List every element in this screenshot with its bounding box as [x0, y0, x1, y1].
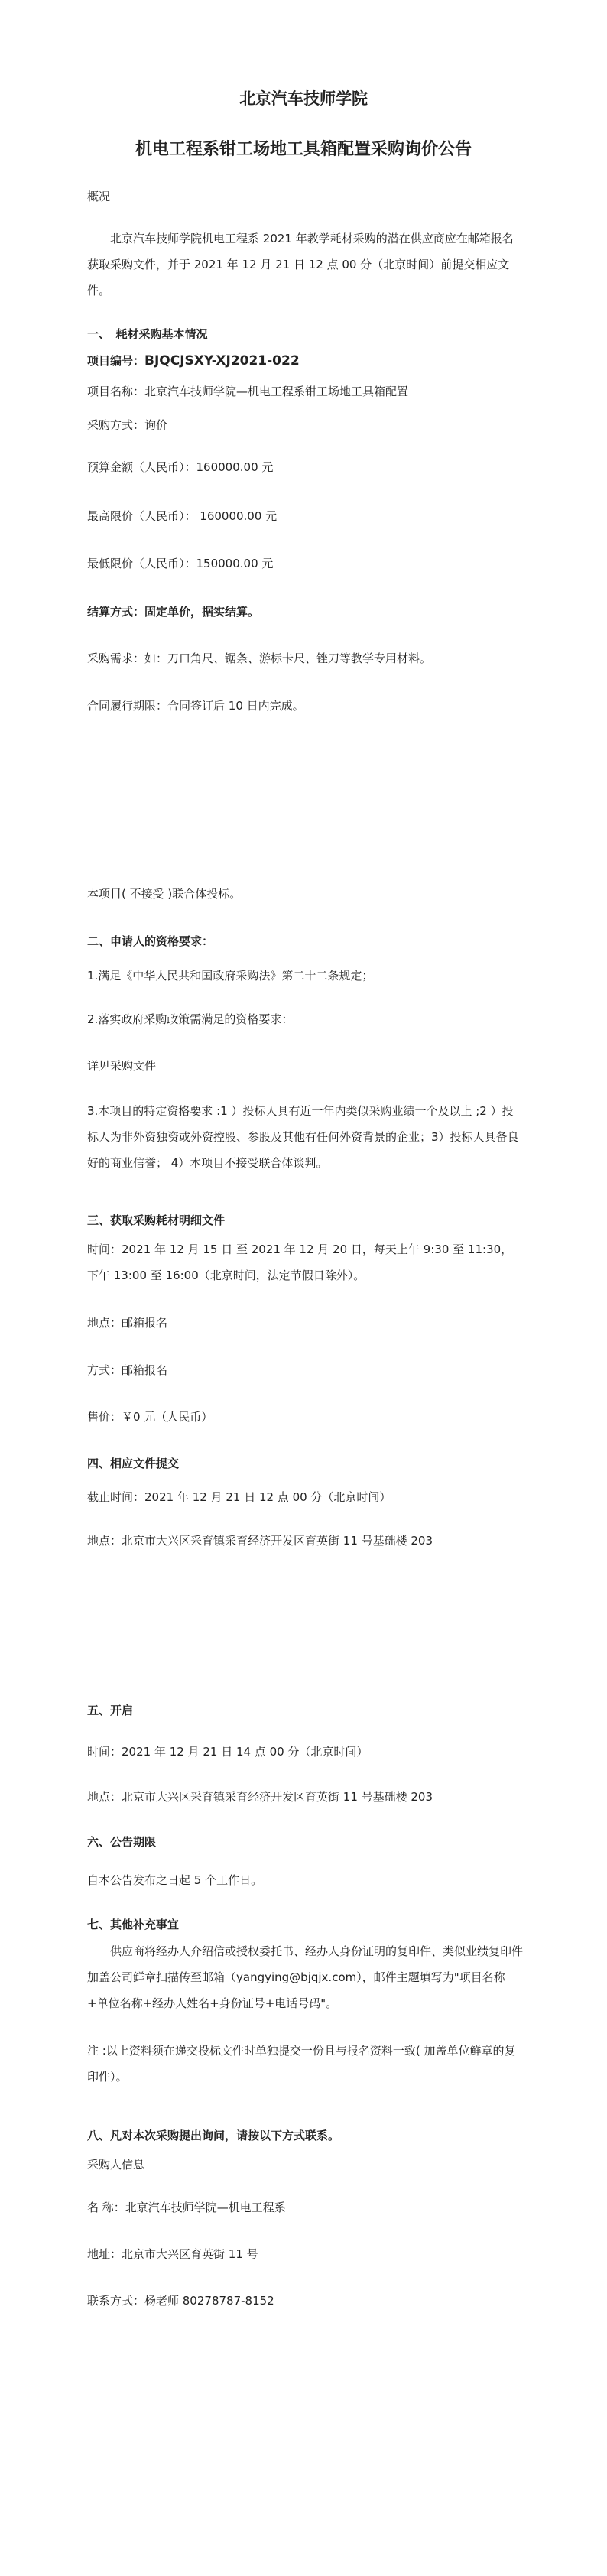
section8-heading: 八、凡对本次采购提出询问，请按以下方式联系。 — [87, 2129, 340, 2142]
purchaser-phone: 联系方式：杨老师 80278787-8152 — [87, 2294, 274, 2308]
acquire-method: 方式：邮箱报名 — [87, 1363, 168, 1377]
qualification-item-2-detail: 详见采购文件 — [87, 1059, 157, 1073]
budget-amount: 预算金额（人民币）：160000.00 元 — [87, 460, 274, 474]
section5-heading: 五、开启 — [87, 1704, 134, 1717]
submission-deadline: 截止时间：2021 年 12 月 21 日 12 点 00 分（北京时间） — [87, 1490, 391, 1504]
procurement-demand: 采购需求：如：刀口角尺、锯条、游标卡尺、锉刀等教学专用材料。 — [87, 651, 432, 665]
consortium-note: 本项目( 不接受 )联合体投标。 — [87, 887, 242, 901]
project-name: 项目名称：北京汽车技师学院—机电工程系钳工场地工具箱配置 — [87, 385, 409, 398]
overview-heading: 概况 — [87, 190, 111, 203]
section7-heading: 七、其他补充事宜 — [87, 1918, 180, 1931]
purchaser-address: 地址：北京市大兴区育英街 11 号 — [87, 2247, 258, 2261]
section6-heading: 六、公告期限 — [87, 1835, 157, 1849]
section2-heading: 二、申请人的资格要求： — [87, 934, 214, 948]
project-number-label: 项目编号： — [87, 354, 145, 368]
document-price: 售价：￥0 元（人民币） — [87, 1410, 213, 1424]
opening-time: 时间：2021 年 12 月 21 日 14 点 00 分（北京时间） — [87, 1745, 368, 1759]
overview-text: 北京汽车技师学院机电工程系 2021 年教学耗材采购的潜在供应商应在邮箱报名获取采购文件，并于 2021 年 12 月 21 日 12 点 00 分（北京时间）前提交相应文件。 — [87, 232, 514, 297]
max-price: 最高限价（人民币）： 160000.00 元 — [87, 509, 278, 523]
section1-heading: 一、 耗材采购基本情况 — [87, 327, 208, 341]
qualification-item-3: 3.本项目的特定资格要求 :1 ）投标人具有近一年内类似采购业绩一个及以上 ;2 ）投标人为非外资独资或外资控股、参股及其他有任何外资背景的企业；3）投标人具备良好的商业信誉； 4）本项目不接受联合体谈判。 — [87, 1104, 519, 1170]
notice-period: 自本公告发布之日起 5 个工作日。 — [87, 1873, 263, 1887]
opening-place: 地点：北京市大兴区采育镇采育经济开发区育英街 11 号基础楼 203 — [87, 1790, 433, 1804]
contract-period: 合同履行期限：合同签订后 10 日内完成。 — [87, 699, 304, 713]
section4-heading: 四、相应文件提交 — [87, 1457, 180, 1470]
qualification-item-1: 1.满足《中华人民共和国政府采购法》第二十二条规定； — [87, 969, 374, 983]
qualification-item-2: 2.落实政府采购政策需满足的资格要求： — [87, 1012, 294, 1026]
supplementary-note: 注 :以上资料须在递交投标文件时单独提交一份且与报名资料一致( 加盖单位鲜章的复印件）。 — [87, 2044, 516, 2084]
section3-heading: 三、获取采购耗材明细文件 — [87, 1213, 226, 1227]
project-number — [87, 352, 300, 369]
settlement-method: 结算方式：固定单价，据实结算。 — [87, 605, 260, 619]
submission-place: 地点：北京市大兴区采育镇采育经济开发区育英街 11 号基础楼 203 — [87, 1534, 433, 1548]
acquire-time: 时间：2021 年 12 月 15 日 至 2021 年 12 月 20 日，每天上午 9:30 至 11:30，下午 13:00 至 16:00（北京时间，法定节假日除外）。 — [87, 1243, 513, 1282]
supplementary-text: 供应商将经办人介绍信或授权委托书、经办人身份证明的复印件、类似业绩复印件加盖公司鲜章扫描传至邮箱（yangying@bjqjx.com），邮件主题填写为"项目名称+单位名称+经办人姓名+身份证号+电话号码"。 — [87, 1944, 524, 2010]
org-name: 北京汽车技师学院 — [239, 89, 368, 108]
min-price: 最低限价（人民币）：150000.00 元 — [87, 557, 274, 570]
procurement-method: 采购方式：询价 — [87, 418, 168, 432]
acquire-place: 地点：邮箱报名 — [87, 1316, 168, 1330]
purchaser-name: 名 称：北京汽车技师学院—机电工程系 — [87, 2201, 286, 2214]
project-number-value: BJQCJSXY-XJ2021-022 — [144, 353, 300, 369]
purchaser-info-heading: 采购人信息 — [87, 2158, 145, 2172]
page-title: 机电工程系钳工场地工具箱配置采购询价公告 — [135, 140, 472, 159]
